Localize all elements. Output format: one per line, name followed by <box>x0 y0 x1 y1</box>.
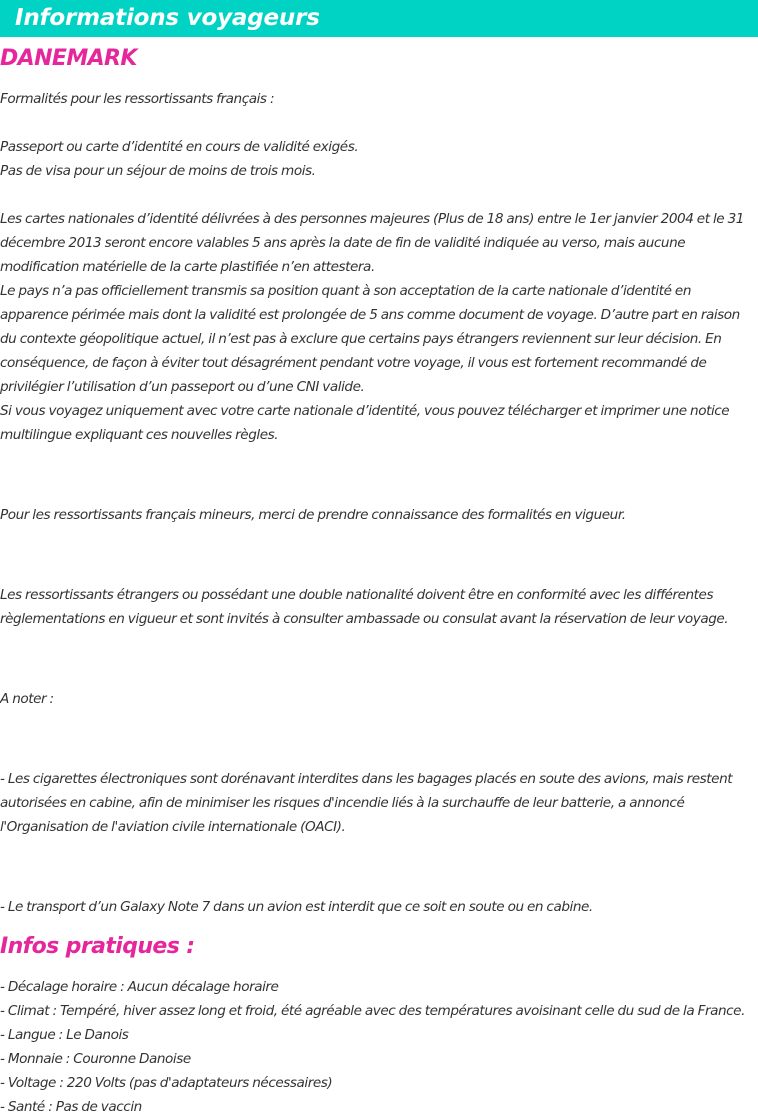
minors-paragraph: Pour les ressortissants français mineurs, merci de prendre connaissance des formalités en vigueur. <box>0 507 626 523</box>
cni-validity-paragraph: Les cartes nationales d’identité délivrées à des personnes majeures (Plus de 18 ans) entre le 1er janvier 2004 et le 31 décembre 2013 seront encore valables 5 ans après la date de fin de validité indiquée au verso, mais aucune modification matérielle de la carte plastifiée n’en attestera. <box>0 211 744 275</box>
page-title: Informations voyageurs <box>15 5 320 31</box>
practical-item-language: - Langue : Le Danois <box>0 1027 129 1043</box>
formalities-intro: Formalités pour les ressortissants français : <box>0 91 275 107</box>
note-cigarettes: - Les cigarettes électroniques sont dorénavant interdites dans les bagages placés en soute des avions, mais restent autorisées en cabine, afin de minimiser les risques d'incendie liés à la surchauffe de leur batterie, a annoncé l'Organisation de l'aviation civile internationale (OACI). <box>0 771 733 835</box>
practical-item-timezone: - Décalage horaire : Aucun décalage horaire <box>0 979 279 995</box>
passport-requirement: Passeport ou carte d’identité en cours de validité exigés. <box>0 139 359 155</box>
header-bar <box>0 0 758 37</box>
practical-item-climate: - Climat : Tempéré, hiver assez long et froid, été agréable avec des températures avoisinant celle du sud de la France. <box>0 1003 745 1019</box>
country-position-paragraph: Le pays n’a pas officiellement transmis sa position quant à son acceptation de la carte nationale d’identité en apparence périmée mais dont la validité est prolongée de 5 ans comme document de voyage. D’autre part en raison du contexte géopolitique actuel, il n’est pas à exclure que certains pays étrangers reviennent sur leur décision. En conséquence, de façon à éviter tout désagrément pendant votre voyage, il vous est fortement recommandé de privilégier l’utilisation d’un passeport ou d’une CNI valide. <box>0 283 740 395</box>
country-title: DANEMARK <box>0 46 137 71</box>
visa-requirement: Pas de visa pour un séjour de moins de trois mois. <box>0 163 316 179</box>
practical-item-currency: - Monnaie : Couronne Danoise <box>0 1051 191 1067</box>
multilingual-notice-paragraph: Si vous voyagez uniquement avec votre carte nationale d’identité, vous pouvez télécharger et imprimer une notice multilingue expliquant ces nouvelles règles. <box>0 403 730 443</box>
practical-item-health: - Santé : Pas de vaccin <box>0 1099 142 1115</box>
practical-item-voltage: - Voltage : 220 Volts (pas d'adaptateurs nécessaires) <box>0 1075 333 1091</box>
foreigners-paragraph: Les ressortissants étrangers ou possédant une double nationalité doivent être en conformité avec les différentes règlementations en vigueur et sont invités à consulter ambassade ou consulat avant la réservation de leur voyage. <box>0 587 729 627</box>
note-galaxy: - Le transport d’un Galaxy Note 7 dans un avion est interdit que ce soit en soute ou en cabine. <box>0 899 593 915</box>
note-label: A noter : <box>0 691 54 707</box>
practical-info-title: Infos pratiques : <box>0 934 195 959</box>
